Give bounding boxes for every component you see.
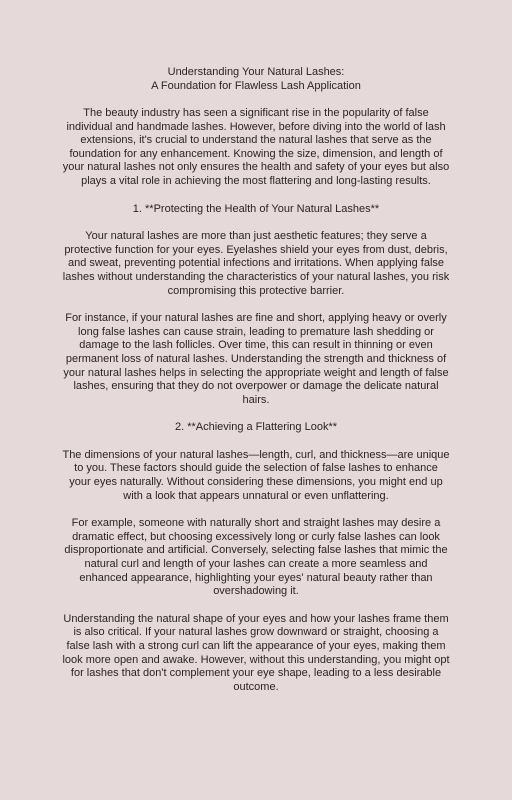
- section-1-paragraph-2: For instance, if your natural lashes are fine and short, applying heavy or overly long false lashes can cause strain, leading to premature lash shedding or damage to the lash follicles. Over time, this can result in thinning or even permanent loss of natural lashes. Understanding the strength and thickness of your natural lashes helps in selecting the appropriate weight and length of false lashes, ensuring that they do not overpower or damage the delicate natural hairs.: [63, 312, 449, 406]
- section-2-paragraph-2: For example, someone with naturally short and straight lashes may desire a dramatic effect, but choosing excessively long or curly false lashes can look disproportionate and artificial. Conversely, selecting false lashes that mimic the natural curl and length of your lashes can create a more seamless and enhanced appearance, highlighting your eyes' natural beauty rather than overshadowing it.: [64, 517, 448, 598]
- title-line-1: Understanding Your Natural Lashes:: [167, 66, 345, 78]
- section-1-heading: 1. **Protecting the Health of Your Natural Lashes**: [132, 202, 380, 215]
- intro-paragraph: The beauty industry has seen a significant rise in the popularity of false individual and handmade lashes. However, before diving into the world of lash extensions, it's crucial to understand the natural lashes that serve as the foundation for any enhancement. Knowing the size, dimension, and length of your natural lashes not only ensures the health and safety of your eyes but also plays a vital role in achieving the most flattering and long-lasting results.: [62, 107, 450, 187]
- document-title: [62, 66, 450, 93]
- section-2-paragraph-3: Understanding the natural shape of your eyes and how your lashes frame them is also critical. If your natural lashes grow downward or straight, choosing a false lash with a strong curl can lift the appearance of your eyes, making them look more open and awake. However, without this understanding, you might opt for lashes that don't complement your eye shape, leading to a less desirable outcome.: [62, 612, 450, 693]
- section-1-paragraph-1: Your natural lashes are more than just aesthetic features; they serve a protective function for your eyes. Eyelashes shield your eyes from dust, debris, and sweat, preventing potential infections and irritations. When applying false lashes without understanding the characteristics of your natural lashes, you risk compromising this protective barrier.: [62, 230, 450, 297]
- section-2-paragraph-1: The dimensions of your natural lashes—length, curl, and thickness—are unique to you. These factors should guide the selection of false lashes to enhance your eyes naturally. Without considering these dimensions, you might end up with a look that appears unnatural or even unflattering.: [62, 448, 450, 502]
- section-2-heading: 2. **Achieving a Flattering Look**: [174, 421, 338, 434]
- title-line-2: A Foundation for Flawless Lash Application: [151, 79, 361, 92]
